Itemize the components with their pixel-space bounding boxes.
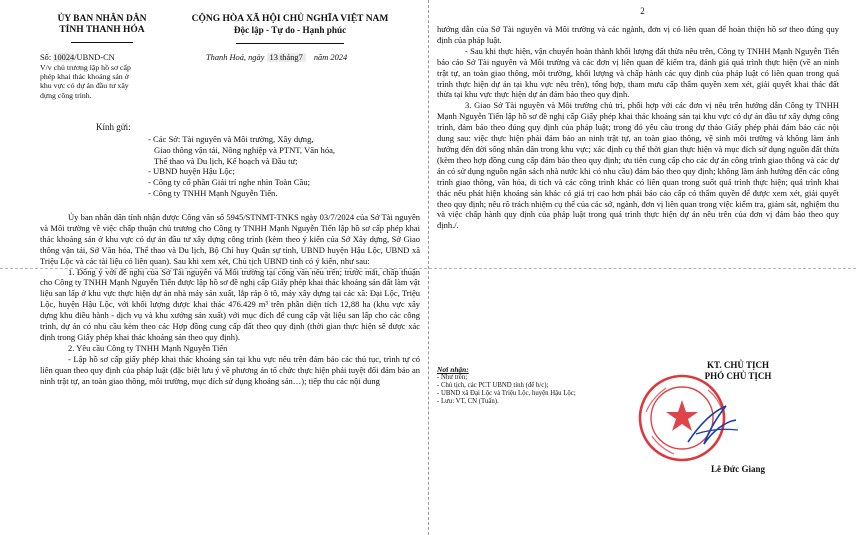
kinh-gui-label: Kính gửi: [96, 122, 131, 132]
item-2a-paragraph: - Lập hồ sơ cấp giấy phép khai thác khoáng sản tại khu vực nêu trên đảm bảo các thủ tục, trình tự có liên quan theo quy định của pháp luật (đặc biệt lưu ý về phương án tổ chức thực hiện phải tuyệt đối đảm bảo an ninh trật tự, an toàn giao thông, môi trường, mục đích sử dụng khoáng sản…); tiếp thu các nội dung [40, 353, 420, 386]
issuing-authority [26, 14, 178, 47]
page2-body [437, 24, 839, 231]
footer-recipient: - Như trên; [437, 374, 468, 381]
authority-line-1: ỦY BAN NHÂN DÂN [57, 14, 147, 24]
recipient-line: Giao thông vận tải, Nông nghiệp và PTNT, Văn hóa, [154, 144, 336, 155]
date-suffix: năm 2024 [313, 53, 348, 62]
item-1-paragraph: 1. Đồng ý với đề nghị của Sở Tài nguyên và Môi trường tại công văn nêu trên; trước mắt, chấp thuận cho Công ty TNHH Mạnh Nguyễn Tiến được lập hồ sơ đề nghị cấp Giấy phép khai thác khoáng sản đất làm vật liệu san lấp ở khu vực thực hiện dự án nhà máy sản xuất, lắp ráp ô tô, máy xây dựng tại các xã: Đại Lộc, Triệu Lộc, huyện Hậu Lộc, với khối lượng được khai thác 476.429 m³ trên phần diện tích 12,88 ha (khu vực xây dựng khu điều hành - dịch vụ và khu xưởng sản xuất) với mục đích để cung cấp vật liệu san lấp cho các công trình, dự án có nhu cầu kèm theo các Hợp đồng cung cấp đất theo quy định (thời gian thực hiện sẽ được xác định trong Giấy phép khai thác khoáng sản theo quy định). [40, 266, 420, 342]
authority-line-2: TỈNH THANH HÓA [59, 25, 145, 35]
item-3-paragraph: 3. Giao Sở Tài nguyên và Môi trường chủ trì, phối hợp với các đơn vị nêu trên hướng dẫn Công ty TNHH Mạnh Nguyễn Tiến lập hồ sơ đề nghị cấp Giấy phép khai thác khoáng sản tại khu vực có dự án đầu tư xây dựng công trình, đảm bảo theo đúng quy định của pháp luật; trong đó yêu cầu trong dự thảo Giấy phép phải đảm bảo các nội dung sau: việc thực hiện phải đảm bảo an ninh trật tự, an toàn giao thông, vệ sinh môi trường và không làm ảnh hưởng đến đời sống nhân dân trong khu vực; xác định cụ thể thời gian thực hiện và mục đích sử dụng nguồn đất thừa (kèm theo hợp đồng cung cấp đảm bảo theo quy định; ưu tiên cung cấp cho các dự án công trình giao thông và các dự án có sử dụng nguồn ngân sách nhà nước khi có nhu cầu) đảm bảo theo quy định; không làm ảnh hưởng đến các công trình giao thông, văn hóa, di tích và các công trình khác có liên quan trong suốt quá trình thực hiện; quá trình khai thác nếu phát hiện khoáng sản khác có giá trị cao hơn phải báo cáo cấp có thẩm quyền để được xem xét, giải quyết theo quy định; nêu rõ trách nhiệm cụ thể của các sở, ngành, đơn vị liên quan trong việc kiểm tra, giám sát, nghiệm thu và việc chấp hành quy định của pháp luật trong quá trình thực hiện dự án nêu trên của đơn vị đảm bảo theo quy định./. [437, 100, 839, 231]
recipients-list [148, 134, 418, 199]
date-prefix: Thanh Hoá, ngày [206, 53, 265, 62]
recipients-footer [437, 366, 637, 406]
motto-underline [236, 43, 344, 44]
recipient-line: - UBND huyện Hậu Lộc; [148, 166, 235, 177]
national-motto [184, 25, 396, 47]
footer-recipient: - UBND xã Đại Lộc và Triệu Lộc, huyện Hậu Lộc; [437, 390, 576, 397]
document-date [206, 53, 347, 63]
official-seal-icon [638, 372, 748, 464]
doc-number-suffix: /UBND-CN [74, 53, 115, 62]
recipient-line: - Công ty cổ phần Giải trí nghe nhìn Toàn Cầu; [148, 177, 311, 188]
noi-nhan-title: Nơi nhận: [437, 365, 469, 374]
subject-line: phép khai thác khoáng sản ở [40, 72, 129, 82]
footer-recipient: - Chủ tịch, các PCT UBND tỉnh (để b/c); [437, 382, 549, 389]
continued-paragraph: hướng dẫn của Sở Tài nguyên và Môi trường và các ngành, đơn vị có liên quan để hoàn thiện hồ sơ theo đúng quy định của pháp luật. [437, 24, 839, 45]
document-number [40, 53, 115, 63]
page1-body [40, 212, 420, 387]
footer-recipient: - Lưu: VT, CN (Tuấn). [437, 398, 499, 405]
recipient-line: - Các Sở: Tài nguyên và Môi trường, Xây dựng, [148, 134, 314, 144]
date-filled: 13 tháng7 [267, 53, 306, 62]
sign-title-line-2: PHÓ CHỦ TỊCH [704, 371, 772, 381]
item-2-title: 2. Yêu cầu Công ty TNHH Mạnh Nguyễn Tiến [68, 342, 228, 353]
item-2b-paragraph: - Sau khi thực hiện, vận chuyển hoàn thành khối lượng đất thừa nêu trên, Công ty TNHH Mạnh Nguyễn Tiến báo cáo Sở Tài nguyên và Môi trường và các đơn vị liên quan để kiểm tra, đánh giá quá trình thực hiện (về an ninh trật tự, an toàn giao thông, môi trường, khối lượng và chấp hành các quy định của pháp luật có liên quan trong quá trình thực hiện dự án tại khu vực nêu trên), tổng hợp, tham mưu cấp thẩm quyền xem xét, giải quyết khai thác đất thừa tại khu vực thực hiện dự án đảm bảo theo quy định. [437, 45, 839, 100]
authority-underline [71, 42, 133, 43]
page-number: 2 [640, 6, 645, 16]
recipient-line: - Công ty TNHH Mạnh Nguyễn Tiến. [148, 187, 278, 198]
intro-paragraph: Ủy ban nhân dân tỉnh nhận được Công văn số 5945/STNMT-TNKS ngày 03/7/2024 của Sở Tài nguyên và Môi trường về việc chấp thuận chủ trương cho Công ty TNHH Mạnh Nguyễn Tiến lập hồ sơ cấp phép khai thác khoáng sản ở khu vực có dự án đầu tư xây dựng công trình (kèm theo ý kiến của Sở Xây dựng, Sở Giao thông vận tải, Sở Văn hóa, Thể thao và Du lịch, Bộ Chỉ huy Quân sự tỉnh, UBND huyện Hậu Lộc, UBND xã Triệu Lộc và các tài liệu có liên quan). Sau khi xem xét, Chủ tịch UBND tỉnh có ý kiến, như sau: [40, 212, 420, 266]
sign-title-line-1: KT. CHỦ TỊCH [707, 360, 769, 370]
doc-number-value: 10024 [53, 53, 75, 62]
recipient-line: Thể thao và Du lịch, Kế hoạch và Đầu tư; [154, 155, 298, 166]
subject-line: dựng công trình. [40, 90, 92, 100]
motto-text: Độc lập - Tự do - Hạnh phúc [233, 25, 347, 35]
document-subject [40, 63, 162, 100]
national-title: CỘNG HÒA XÃ HỘI CHỦ NGHĨA VIỆT NAM [191, 14, 389, 24]
subject-line: khu vực có dự án đầu tư xây [40, 81, 129, 91]
doc-number-prefix: Số: [40, 53, 52, 62]
subject-line: V/v chủ trương lập hồ sơ cấp [40, 63, 131, 72]
signer-name: Lê Đức Giang [711, 464, 765, 474]
